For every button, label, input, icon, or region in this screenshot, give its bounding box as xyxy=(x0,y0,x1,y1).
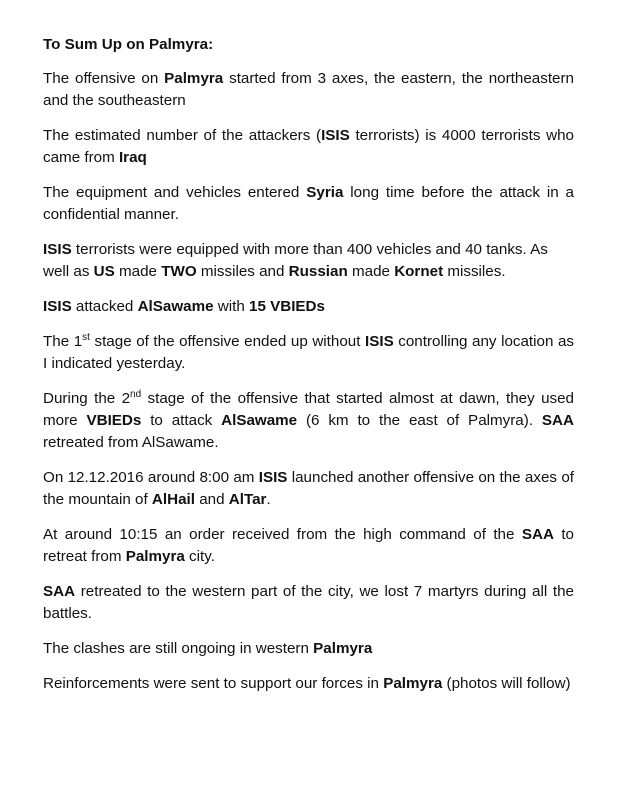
bold-text: AlTar xyxy=(228,491,267,508)
document-title: To Sum Up on Palmyra: xyxy=(43,36,214,53)
bold-text: Palmyra xyxy=(125,548,185,565)
text: made xyxy=(114,263,162,280)
bold-text: US xyxy=(93,263,115,280)
text: controlling any location as I indicated yesterday. xyxy=(43,333,575,372)
text: made xyxy=(347,263,395,280)
bold-text: Syria xyxy=(306,184,344,201)
bold-text: ISIS xyxy=(365,333,394,350)
text: The clashes are still ongoing in western xyxy=(43,640,314,657)
paragraph-retreat-order xyxy=(43,524,574,568)
bold-text: Iraq xyxy=(118,149,147,166)
text: During the 2 xyxy=(43,390,131,407)
text: launched another offensive on the axes of the mountain of xyxy=(43,469,574,508)
text: attacked xyxy=(71,298,138,315)
text: Reinforcements were sent to support our forces in xyxy=(43,675,384,692)
text: terrorists) is 4000 terrorists who came from xyxy=(43,127,574,166)
bold-text: VBIEDs xyxy=(86,412,142,429)
text: missiles. xyxy=(443,263,506,280)
text: started from 3 axes, the eastern, the northeastern and the southeastern xyxy=(43,70,574,109)
text: On 12.12.2016 around 8:00 am xyxy=(43,469,259,486)
text: . xyxy=(266,491,271,508)
bold-text: SAA xyxy=(43,583,76,600)
paragraph-first-stage xyxy=(43,331,574,375)
text: terrorists were equipped with more than 400 vehicles and 40 tanks. As well as xyxy=(43,241,548,280)
paragraph-alsawame-attack xyxy=(43,296,574,318)
text: stage of the offensive ended up without xyxy=(89,333,366,350)
text: The offensive on xyxy=(43,70,165,87)
bold-text: Kornet xyxy=(394,263,444,280)
bold-text: AlSawame xyxy=(221,412,298,429)
bold-text: Russian xyxy=(288,263,348,280)
paragraph-december-offensive xyxy=(43,467,574,511)
text: stage of the offensive that started almost at dawn, they used more xyxy=(43,390,574,429)
paragraph-attacker-count xyxy=(43,125,574,169)
bold-text: Palmyra xyxy=(383,675,443,692)
text: The equipment and vehicles entered xyxy=(43,184,307,201)
superscript: nd xyxy=(130,388,142,400)
text: retreated from AlSawame. xyxy=(43,434,219,451)
paragraph-offensive-axes xyxy=(43,68,574,112)
text: to attack xyxy=(141,412,222,429)
bold-text: SAA xyxy=(521,526,554,543)
bold-text: Palmyra xyxy=(313,640,373,657)
paragraph-reinforcements xyxy=(43,673,574,695)
paragraph-saa-retreat xyxy=(43,581,574,625)
bold-text: 15 VBIEDs xyxy=(249,298,325,315)
bold-text: ISIS xyxy=(258,469,288,486)
bold-text: ISIS xyxy=(43,298,72,315)
paragraph-second-stage xyxy=(43,388,574,454)
bold-text: AlSawame xyxy=(137,298,214,315)
text: The estimated number of the attackers ( xyxy=(43,127,322,144)
bold-text: Palmyra xyxy=(164,70,224,87)
text: to retreat from xyxy=(43,526,575,565)
bold-text: ISIS xyxy=(43,241,72,258)
text: retreated to the western part of the city, we lost 7 martyrs during all the battles. xyxy=(43,583,574,622)
bold-text: TWO xyxy=(161,263,197,280)
paragraph-equipment-details xyxy=(43,239,574,283)
text: city. xyxy=(184,548,215,565)
superscript: st xyxy=(82,331,90,343)
text: At around 10:15 an order received from the high command of the xyxy=(43,526,522,543)
paragraph-clashes-ongoing xyxy=(43,638,574,660)
text: (6 km to the east of Palmyra). xyxy=(297,412,542,429)
bold-text: ISIS xyxy=(321,127,350,144)
text: (photos will follow) xyxy=(442,675,571,692)
text: missiles and xyxy=(196,263,289,280)
bold-text: AlHail xyxy=(151,491,195,508)
bold-text: SAA xyxy=(541,412,574,429)
text: with xyxy=(213,298,249,315)
text: long time before the attack in a confidential manner. xyxy=(43,184,575,223)
text: The 1 xyxy=(43,333,83,350)
paragraph-equipment-entry xyxy=(43,182,574,226)
text: and xyxy=(194,491,229,508)
